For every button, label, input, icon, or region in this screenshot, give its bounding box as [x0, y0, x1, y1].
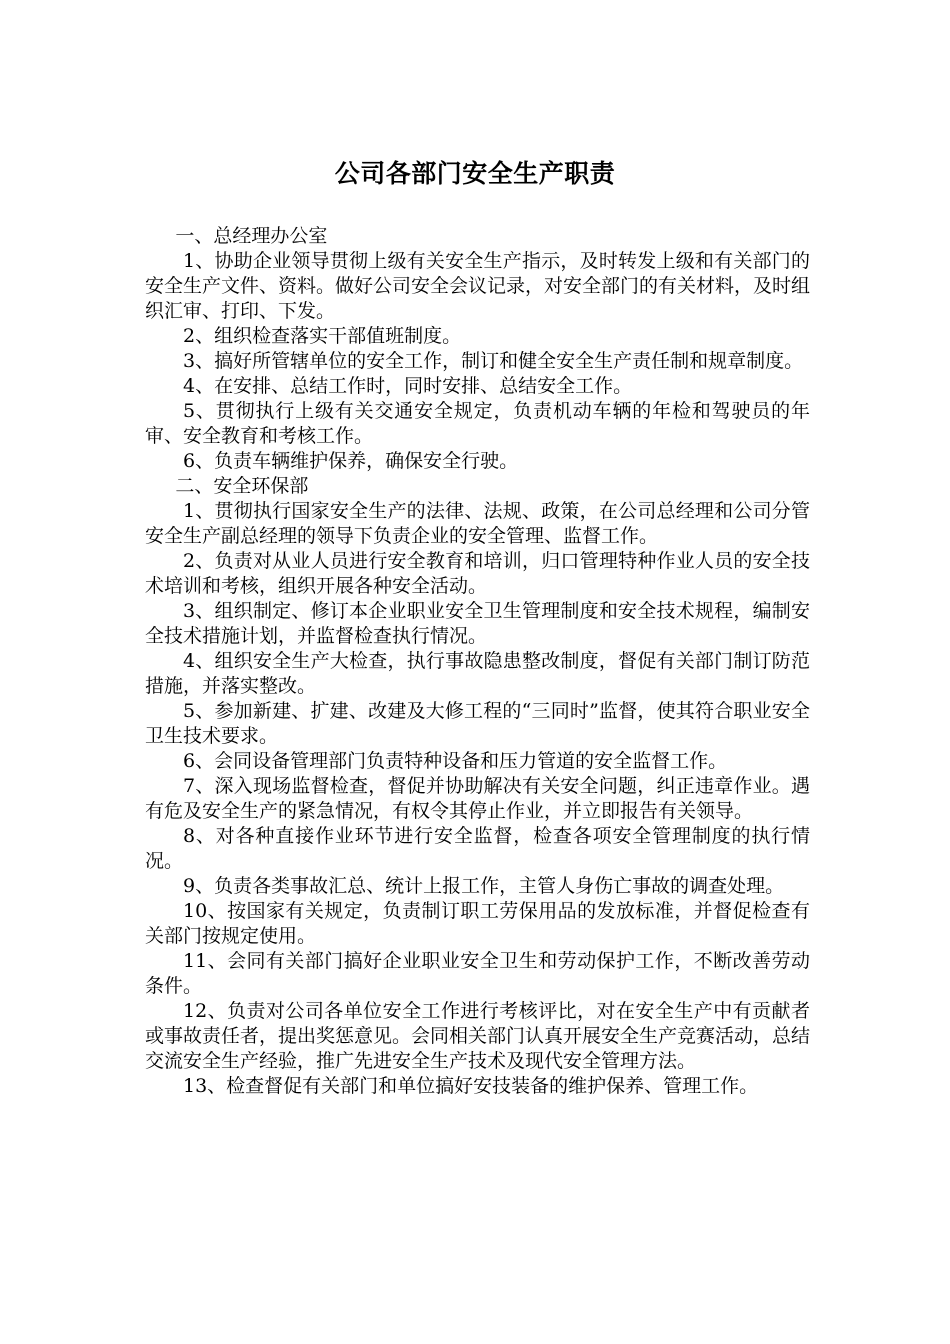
paragraph: 5、贯彻执行上级有关交通安全规定，负责机动车辆的年检和驾驶员的年审、安全教育和考核工作。	[145, 400, 810, 447]
paragraph: 2、组织检查落实干部值班制度。	[183, 325, 462, 347]
paragraph: 13、检查督促有关部门和单位搞好安技装备的维护保养、管理工作。	[183, 1075, 759, 1097]
paragraph: 7、深入现场监督检查，督促并协助解决有关安全问题，纠正违章作业。遇有危及安全生产的紧急情况，有权令其停止作业，并立即报告有关领导。	[145, 775, 810, 822]
paragraph: 6、会同设备管理部门负责特种设备和压力管道的安全监督工作。	[183, 750, 728, 772]
paragraph: 4、组织安全生产大检查，执行事故隐患整改制度，督促有关部门制订防范措施，并落实整改。	[145, 650, 810, 697]
paragraph: 10、按国家有关规定，负责制订职工劳保用品的发放标准，并督促检查有关部门按规定使用。	[145, 900, 810, 947]
section-heading: 二、安全环保部	[175, 475, 309, 497]
document-body	[145, 224, 810, 1099]
paragraph: 3、搞好所管辖单位的安全工作，制订和健全安全生产责任制和规章制度。	[183, 350, 804, 372]
document-title: 公司各部门安全生产职责	[334, 159, 616, 188]
paragraph: 1、协助企业领导贯彻上级有关安全生产指示，及时转发上级和有关部门的安全生产文件、资料。做好公司安全会议记录，对安全部门的有关材料，及时组织汇审、打印、下发。	[145, 250, 811, 322]
paragraph: 4、在安排、总结工作时，同时安排、总结安全工作。	[183, 375, 633, 397]
paragraph: 6、负责车辆维护保养，确保安全行驶。	[183, 450, 519, 472]
paragraph: 9、负责各类事故汇总、统计上报工作，主管人身伤亡事故的调查处理。	[183, 875, 785, 897]
paragraph: 5、参加新建、扩建、改建及大修工程的“三同时”监督，使其符合职业安全卫生技术要求。	[145, 700, 810, 747]
paragraph: 1、贯彻执行国家安全生产的法律、法规、政策，在公司总经理和公司分管安全生产副总经理的领导下负责企业的安全管理、监督工作。	[145, 500, 810, 547]
paragraph: 3、组织制定、修订本企业职业安全卫生管理制度和安全技术规程，编制安全技术措施计划，并监督检查执行情况。	[145, 600, 810, 647]
paragraph: 8、对各种直接作业环节进行安全监督，检查各项安全管理制度的执行情况。	[145, 825, 810, 872]
paragraph: 11、会同有关部门搞好企业职业安全卫生和劳动保护工作，不断改善劳动条件。	[145, 950, 810, 997]
paragraph: 2、负责对从业人员进行安全教育和培训，归口管理特种作业人员的安全技术培训和考核，组织开展各种安全活动。	[145, 550, 810, 597]
section-heading: 一、总经理办公室	[175, 225, 328, 247]
paragraph: 12、负责对公司各单位安全工作进行考核评比，对在安全生产中有贡献者或事故责任者，提出奖惩意见。会同相关部门认真开展安全生产竞赛活动，总结交流安全生产经验，推广先进安全生产技术及现代安全管理方法。	[145, 1000, 811, 1072]
